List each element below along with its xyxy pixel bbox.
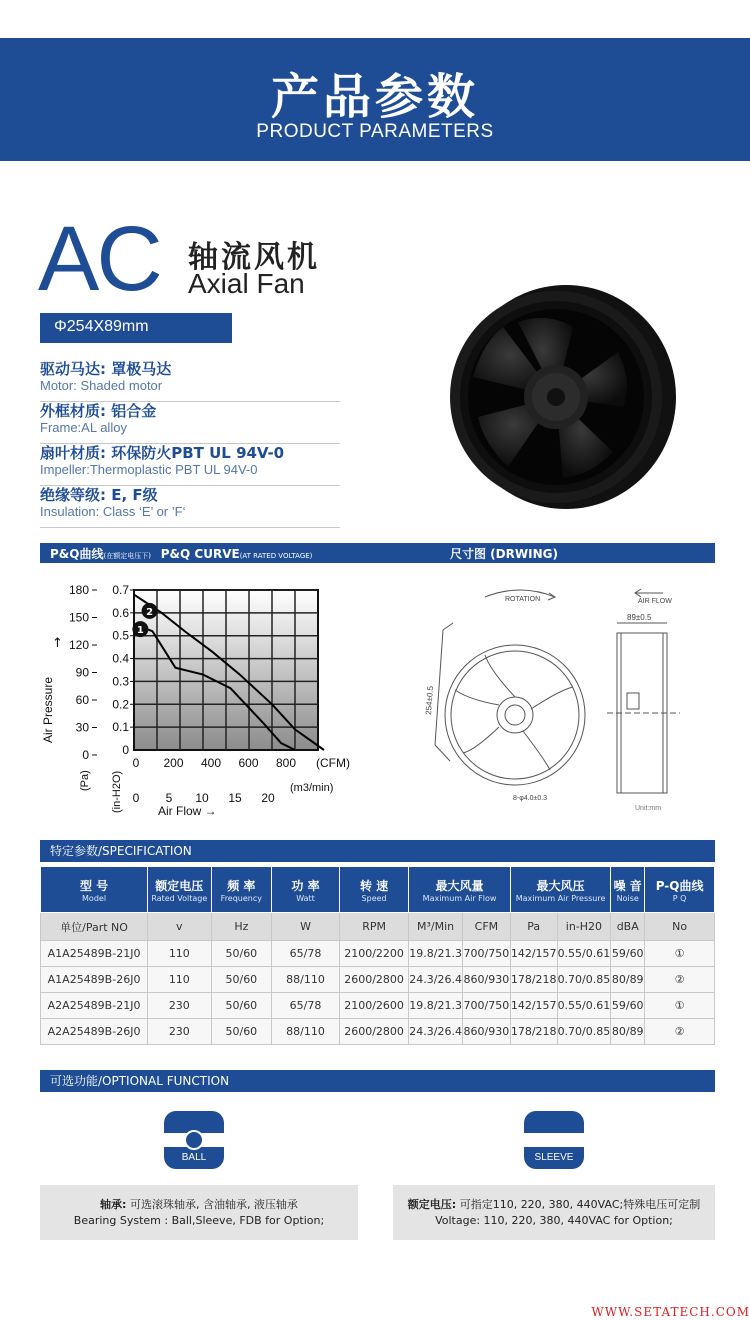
table-row bbox=[41, 941, 715, 967]
voltage-cn-bold: 额定电压: bbox=[407, 1198, 457, 1211]
unit-cell: dBA bbox=[611, 913, 645, 941]
th-pressure: 最大风压 Maximum Air Pressure bbox=[510, 867, 610, 913]
th-pq: P-Q曲线 P Q bbox=[645, 867, 715, 913]
drawing-label: 尺寸图 (DRWING) bbox=[450, 547, 558, 561]
th-model: 型 号 Model bbox=[41, 867, 148, 913]
table-cell: 19.8/21.3 bbox=[409, 941, 463, 967]
table-cell: 50/60 bbox=[211, 967, 272, 993]
table-cell: 142/157 bbox=[510, 941, 557, 967]
y-tick-pa: 0 bbox=[82, 748, 89, 762]
x-tick-cfm: 800 bbox=[275, 756, 297, 770]
y-tick-pa: 30 bbox=[75, 720, 89, 735]
table-cell: ① bbox=[645, 941, 715, 967]
table-row bbox=[41, 1019, 715, 1045]
th-watt: 功 率 Watt bbox=[272, 867, 340, 913]
fan-photo-icon bbox=[448, 282, 678, 512]
table-cell: 88/110 bbox=[272, 967, 340, 993]
pq-section-bar bbox=[40, 543, 370, 563]
voltage-info-box bbox=[393, 1185, 715, 1240]
y-tick-inh2o: 0.3 bbox=[112, 674, 129, 689]
y-tick-pa: 180 bbox=[68, 583, 89, 597]
y-axis-arrow: ↑ bbox=[52, 636, 63, 651]
th-voltage: 额定电压 Rated Voltage bbox=[148, 867, 211, 913]
table-unit-row bbox=[41, 913, 715, 941]
optional-section-bar bbox=[40, 1070, 715, 1092]
x-unit-cfm: (CFM) bbox=[316, 756, 350, 770]
unit-label: Unit:mm bbox=[635, 805, 662, 812]
table-cell: 2600/2800 bbox=[339, 1019, 408, 1045]
pq-label-cn: P&Q曲线 bbox=[50, 547, 104, 561]
watermark: WWW.SETATECH.COM bbox=[591, 1305, 750, 1319]
bearing-en: Bearing System : Ball,Sleeve, FDB for Option; bbox=[73, 1214, 325, 1227]
table-cell: 80/89 bbox=[611, 967, 645, 993]
unit-cell: Hz bbox=[211, 913, 272, 941]
bearing-cn: 可选滚珠轴承, 含油轴承, 液压轴承 bbox=[126, 1198, 298, 1211]
dimension-drawing bbox=[395, 575, 705, 820]
unit-cell: v bbox=[148, 913, 211, 941]
table-cell: A2A25489B-26J0 bbox=[41, 1019, 148, 1045]
table-cell: 178/218 bbox=[510, 967, 557, 993]
table-cell: 2600/2800 bbox=[339, 967, 408, 993]
spec-cn: 扇叶材质: 环保防火PBT UL 94V-0 bbox=[40, 444, 285, 462]
unit-cell: in-H20 bbox=[557, 913, 611, 941]
x-tick-cfm: 200 bbox=[163, 756, 184, 770]
x-tick-cfm: 400 bbox=[200, 756, 222, 770]
page-subtitle: PRODUCT PARAMETERS bbox=[256, 121, 494, 142]
table-cell: 59/60 bbox=[611, 941, 645, 967]
series-marker-label: 1 bbox=[136, 625, 144, 637]
th-speed: 转 速 Speed bbox=[339, 867, 408, 913]
table-cell: 110 bbox=[148, 941, 211, 967]
spec-en: Frame:AL alloy bbox=[40, 420, 127, 435]
product-title-cn: 轴流风机 bbox=[188, 240, 320, 275]
th-airflow: 最大风量 Maximum Air Flow bbox=[409, 867, 511, 913]
x-tick-m3: 0 bbox=[132, 791, 140, 805]
x-tick-cfm: 600 bbox=[238, 756, 259, 770]
table-cell: 230 bbox=[148, 993, 211, 1019]
x-tick-m3: 10 bbox=[195, 791, 209, 805]
spec-item-impeller bbox=[40, 444, 340, 486]
x-tick-m3: 5 bbox=[165, 791, 173, 805]
y-unit-pa: (Pa) bbox=[79, 770, 91, 791]
diameter-label: 254±0.5 bbox=[424, 685, 436, 716]
table-header-row bbox=[41, 867, 715, 913]
table-cell: 860/930 bbox=[462, 1019, 510, 1045]
depth-label: 89±0.5 bbox=[627, 613, 652, 622]
table-cell: 0.70/0.85 bbox=[557, 1019, 611, 1045]
page-title: 产品参数 bbox=[270, 69, 479, 125]
airflow-label: AIR FLOW bbox=[638, 598, 672, 605]
table-cell: 88/110 bbox=[272, 1019, 340, 1045]
spec-en: Impeller:Thermoplastic PBT UL 94V-0 bbox=[40, 462, 258, 477]
table-cell: A1A25489B-26J0 bbox=[41, 967, 148, 993]
th-noise: 噪 音 Noise bbox=[611, 867, 645, 913]
spec-item-motor bbox=[40, 360, 340, 402]
table-cell: 178/218 bbox=[510, 1019, 557, 1045]
drawing-section-bar bbox=[370, 543, 715, 563]
ball-label: BALL bbox=[181, 1152, 207, 1163]
pq-label-cn-small: (在额定电压下) bbox=[103, 552, 151, 560]
ac-mark: AC bbox=[38, 208, 160, 310]
table-cell: 2100/2600 bbox=[339, 993, 408, 1019]
spec-en: Motor: Shaded motor bbox=[40, 378, 163, 393]
y-axis-label: Air Pressure bbox=[41, 676, 55, 743]
unit-cell: M³/Min bbox=[409, 913, 463, 941]
table-cell: 0.55/0.61 bbox=[557, 941, 611, 967]
pq-label-en-small: (AT RATED VOLTAGE) bbox=[239, 552, 313, 560]
voltage-cn: 可指定110, 220, 380, 440VAC;特殊电压可定制 bbox=[456, 1198, 701, 1211]
table-cell: ① bbox=[645, 993, 715, 1019]
y-tick-pa: 60 bbox=[75, 693, 89, 707]
table-cell: 230 bbox=[148, 1019, 211, 1045]
voltage-en: Voltage: 110, 220, 380, 440VAC for Option; bbox=[435, 1214, 673, 1227]
table-cell: 65/78 bbox=[272, 941, 340, 967]
rotation-label: ROTATION bbox=[505, 596, 541, 603]
unit-cell: RPM bbox=[339, 913, 408, 941]
unit-cell: CFM bbox=[462, 913, 510, 941]
x-tick-m3: 15 bbox=[228, 791, 242, 805]
table-cell: 0.55/0.61 bbox=[557, 993, 611, 1019]
rotation-arrow-icon bbox=[548, 593, 555, 600]
series-marker-label: 2 bbox=[146, 606, 154, 618]
table-cell: 50/60 bbox=[211, 941, 272, 967]
table-cell: 59/60 bbox=[611, 993, 645, 1019]
x-tick-cfm: 0 bbox=[132, 756, 140, 770]
spec-section-label: 特定参数/SPECIFICATION bbox=[50, 844, 192, 858]
table-cell: 80/89 bbox=[611, 1019, 645, 1045]
product-title-en: Axial Fan bbox=[188, 268, 305, 299]
table-cell: A1A25489B-21J0 bbox=[41, 941, 148, 967]
size-badge: Φ254X89mm bbox=[40, 313, 232, 343]
spec-cn: 绝缘等级: E, F级 bbox=[40, 486, 158, 504]
table-cell: A2A25489B-21J0 bbox=[41, 993, 148, 1019]
unit-cell: Pa bbox=[510, 913, 557, 941]
table-row bbox=[41, 967, 715, 993]
table-cell: 142/157 bbox=[510, 993, 557, 1019]
unit-cell: W bbox=[272, 913, 340, 941]
table-cell: 50/60 bbox=[211, 993, 272, 1019]
bearing-cn-bold: 轴承: bbox=[100, 1198, 127, 1211]
holes-label: 8-φ4.0±0.3 bbox=[513, 795, 548, 802]
sleeve-label: SLEEVE bbox=[534, 1152, 574, 1163]
y-tick-inh2o: 0 bbox=[122, 743, 129, 757]
y-tick-pa: 90 bbox=[75, 665, 89, 680]
th-frequency: 频 率 Frequency bbox=[211, 867, 272, 913]
bearing-info-box bbox=[40, 1185, 358, 1240]
table-cell: 2100/2200 bbox=[339, 941, 408, 967]
table-cell: 110 bbox=[148, 967, 211, 993]
table-cell: 700/750 bbox=[462, 993, 510, 1019]
table-cell: 19.8/21.3 bbox=[409, 993, 463, 1019]
pq-label-en: P&Q CURVE bbox=[160, 547, 240, 561]
x-unit-m3: (m3/min) bbox=[290, 782, 334, 794]
y-tick-pa: 120 bbox=[68, 638, 89, 652]
spec-cn: 驱动马达: 罩极马达 bbox=[40, 360, 172, 378]
spec-section-bar bbox=[40, 840, 715, 862]
spec-cn: 外框材质: 铝合金 bbox=[40, 402, 157, 420]
y-unit-inh2o: (in-H2O) bbox=[111, 770, 123, 813]
y-tick-inh2o: 0.4 bbox=[112, 651, 129, 666]
y-tick-inh2o: 0.5 bbox=[112, 628, 129, 643]
table-cell: 65/78 bbox=[272, 993, 340, 1019]
table-cell: 24.3/26.4 bbox=[409, 1019, 463, 1045]
y-tick-inh2o: 0.6 bbox=[112, 605, 129, 620]
header-banner bbox=[0, 38, 750, 161]
table-cell: 24.3/26.4 bbox=[409, 967, 463, 993]
spec-item-insulation bbox=[40, 486, 340, 528]
table-cell: ② bbox=[645, 1019, 715, 1045]
pq-chart bbox=[40, 575, 360, 825]
y-tick-inh2o: 0.1 bbox=[112, 720, 129, 735]
unit-cell: No bbox=[645, 913, 715, 941]
spec-en: Insulation: Class ‘E’ or ’F‘ bbox=[40, 504, 186, 519]
y-tick-inh2o: 0.7 bbox=[112, 583, 129, 597]
optional-section-label: 可选功能/OPTIONAL FUNCTION bbox=[50, 1074, 230, 1088]
table-cell: 0.70/0.85 bbox=[557, 967, 611, 993]
table-cell: ② bbox=[645, 967, 715, 993]
unit-cell: 单位/Part NO bbox=[41, 913, 148, 941]
table-row bbox=[41, 993, 715, 1019]
spec-item-frame bbox=[40, 402, 340, 444]
spec-table bbox=[40, 866, 715, 1045]
x-axis-label: Air Flow → bbox=[158, 804, 217, 818]
x-tick-m3: 20 bbox=[261, 791, 275, 805]
y-tick-inh2o: 0.2 bbox=[112, 697, 129, 712]
table-cell: 50/60 bbox=[211, 1019, 272, 1045]
table-cell: 860/930 bbox=[462, 967, 510, 993]
table-cell: 700/750 bbox=[462, 941, 510, 967]
y-tick-pa: 150 bbox=[68, 610, 89, 625]
